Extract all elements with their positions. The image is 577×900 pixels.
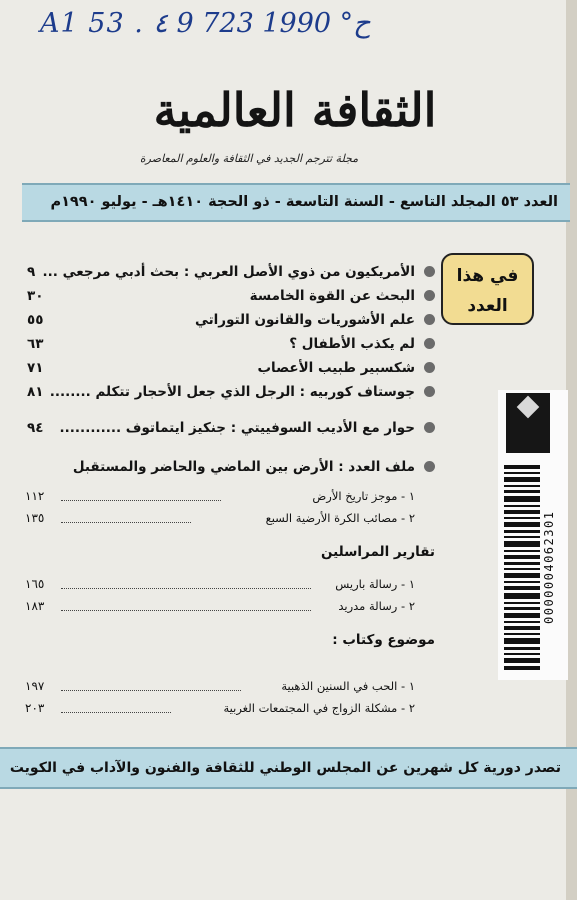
toc-item[interactable] — [25, 416, 435, 440]
toc-item-page: ٨١ — [27, 384, 44, 400]
toc-item-title: الأمريكيون من ذوي الأصل العربي : بحث أدبي مرجعي ... — [42, 264, 415, 280]
bullet-icon — [424, 422, 435, 433]
diamond-icon — [517, 396, 540, 419]
toc-item-title: علم الأشوريات والقانون التوراتي — [194, 312, 415, 328]
correspondents-heading: تقارير المراسلين — [320, 544, 435, 560]
dossier-item-page: ١١٢ — [25, 489, 45, 503]
toc-item[interactable] — [25, 260, 435, 284]
dossier-heading: ملف العدد : الأرض بين الماضي والحاضر والمستقبل — [72, 459, 415, 475]
issue-line: العدد ٥٣ المجلد التاسع - السنة التاسعة - ذو الحجة ١٤١٠هـ - يوليو ١٩٩٠م — [50, 194, 558, 210]
correspondents-section — [25, 544, 435, 568]
topic-book-items — [25, 676, 415, 720]
leader-dots — [61, 588, 311, 589]
leader-dots — [61, 610, 311, 611]
list-item[interactable] — [25, 676, 415, 696]
correspondents-item-page: ١٦٥ — [25, 577, 45, 591]
leader-dots — [61, 690, 241, 691]
correspondents-items — [25, 574, 415, 618]
toc-item-page: ٩٤ — [27, 420, 44, 436]
footer-band — [0, 747, 577, 789]
list-item[interactable] — [25, 508, 415, 528]
correspondents-item-page: ١٨٣ — [25, 599, 45, 613]
list-item[interactable] — [25, 698, 415, 718]
bullet-icon — [424, 461, 435, 472]
in-this-issue-line1: في هذا — [456, 266, 519, 286]
toc-item-page: ٧١ — [27, 360, 44, 376]
dossier-items — [25, 486, 415, 530]
dossier-item-title: ١ - موجز تاريخ الأرض — [312, 489, 415, 503]
list-item[interactable] — [25, 596, 415, 616]
toc-item-title: حوار مع الأديب السوفييتي : جنكيز ايتماتوف ............ — [59, 420, 415, 436]
bullet-icon — [424, 290, 435, 301]
in-this-issue-box — [441, 253, 534, 325]
toc-item[interactable] — [25, 308, 435, 332]
topic-book-item-title: ١ - الحب في السنين الذهبية — [281, 679, 415, 693]
correspondents-item-title: ٢ - رسالة مدريد — [338, 599, 415, 613]
bullet-icon — [424, 338, 435, 349]
list-item[interactable] — [25, 574, 415, 594]
bullet-icon — [424, 362, 435, 373]
dossier-item-page: ١٣٥ — [25, 511, 45, 525]
barcode-icon — [504, 465, 540, 670]
library-logo-icon — [506, 393, 550, 453]
barcode-sticker — [498, 390, 568, 680]
barcode-number: 0000004062301 — [542, 510, 556, 625]
topic-book-item-page: ١٩٧ — [25, 679, 45, 693]
topic-book-section — [25, 632, 435, 656]
leader-dots — [61, 522, 191, 523]
topic-book-item-title: ٢ - مشكلة الزواج في المجتمعات الغربية — [223, 701, 415, 715]
publisher-footer: تصدر دورية كل شهرين عن المجلس الوطني للثقافة والفنون والآداب في الكويت — [9, 760, 561, 776]
table-of-contents — [25, 260, 435, 440]
toc-item-page: ٥٥ — [27, 312, 44, 328]
toc-item-page: ٣٠ — [27, 288, 44, 304]
magazine-subtitle: مجلة تترجم الجديد في الثقافة والعلوم المعاصرة — [139, 152, 359, 165]
bullet-icon — [424, 314, 435, 325]
dossier-section — [25, 455, 435, 479]
toc-item[interactable] — [25, 356, 435, 380]
toc-item[interactable] — [25, 284, 435, 308]
bullet-icon — [424, 266, 435, 277]
leader-dots — [61, 712, 171, 713]
bullet-icon — [424, 386, 435, 397]
toc-item-title: البحث عن القوة الخامسة — [249, 288, 415, 304]
leader-dots — [61, 500, 221, 501]
toc-item-title: جوستاف كوربيه : الرجل الذي جعل الأحجار تتكلم ........ — [49, 384, 415, 400]
in-this-issue-line2: العدد — [467, 296, 508, 316]
toc-item-page: ٩ — [27, 264, 36, 280]
toc-item-title: لم يكذب الأطفال ؟ — [289, 336, 415, 352]
list-item[interactable] — [25, 486, 415, 506]
toc-item-page: ٦٣ — [27, 336, 44, 352]
topic-book-item-page: ٢٠٣ — [25, 701, 45, 715]
topic-book-heading: موضوع وكتاب : — [332, 632, 435, 648]
dossier-item-title: ٢ - مصائب الكرة الأرضية السبع — [265, 511, 415, 525]
toc-item[interactable] — [25, 380, 435, 404]
issue-band — [22, 183, 570, 222]
magazine-title: الثقافة العالمية — [153, 83, 437, 137]
toc-item[interactable] — [25, 332, 435, 356]
toc-item-title: شكسبير طبيب الأعصاب — [257, 360, 415, 376]
correspondents-item-title: ١ - رسالة باريس — [335, 577, 415, 591]
handwritten-catalog-note: A1 53 . ٤ 9 ح° 1990 723 — [40, 8, 371, 39]
